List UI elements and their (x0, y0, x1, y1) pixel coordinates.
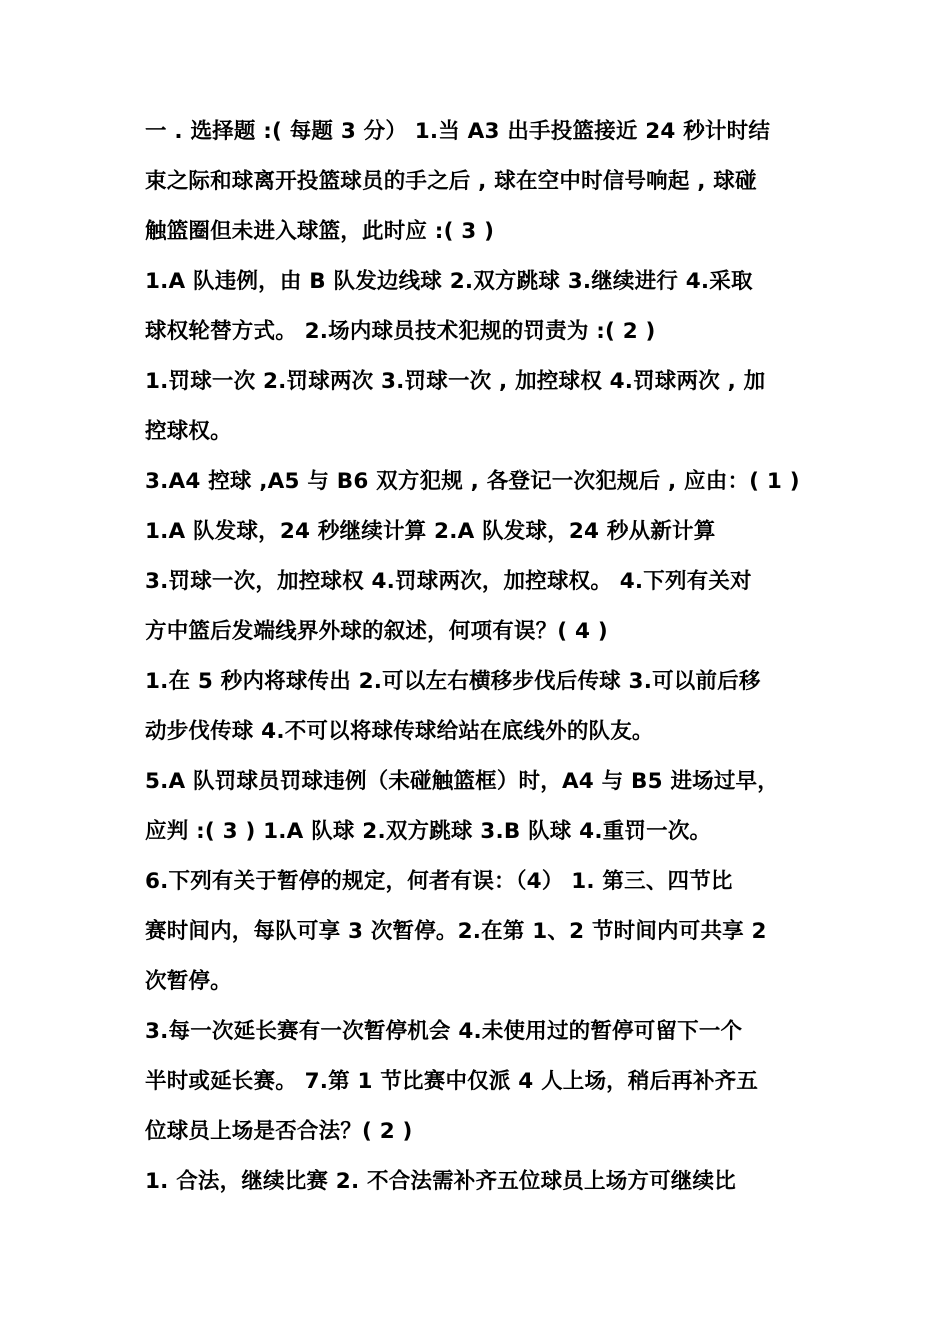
text-line: 控球权。 (145, 419, 232, 444)
text-line: 1. 合法，继续比赛 2. 不合法需补齐五位球员上场方可继续比 (145, 1169, 736, 1194)
document-body (145, 107, 815, 1207)
text-line: 一 . 选择题 :( 每题 3 分） 1.当 A3 出手投篮接近 24 秒计时结 (145, 119, 771, 144)
text-line: 赛时间内，每队可享 3 次暂停。2.在第 1、2 节时间内可共享 2 (145, 919, 767, 944)
text-line: 3.罚球一次，加控球权 4.罚球两次，加控球权。 4.下列有关对 (145, 569, 752, 594)
text-line: 1.罚球一次 2.罚球两次 3.罚球一次 , 加控球权 4.罚球两次 , 加 (145, 369, 766, 394)
text-line: 位球员上场是否合法？( 2 ) (145, 1119, 413, 1144)
text-line: 次暂停。 (145, 969, 232, 994)
text-line: 球权轮替方式。 2.场内球员技术犯规的罚责为 :( 2 ) (145, 319, 656, 344)
text-line: 1.在 5 秒内将球传出 2.可以左右横移步伐后传球 3.可以前后移 (145, 669, 761, 694)
text-line: 方中篮后发端线界外球的叙述，何项有误？( 4 ) (145, 619, 608, 644)
text-line: 5.A 队罚球员罚球违例（未碰触篮框）时，A4 与 B5 进场过早， (145, 769, 779, 794)
text-line: 1.A 队违例，由 B 队发边线球 2.双方跳球 3.继续进行 4.采取 (145, 269, 753, 294)
text-line: 应判 :( 3 ) 1.A 队球 2.双方跳球 3.B 队球 4.重罚一次。 (145, 819, 712, 844)
text-line: 3.每一次延长赛有一次暂停机会 4.未使用过的暂停可留下一个 (145, 1019, 743, 1044)
text-line: 1.A 队发球，24 秒继续计算 2.A 队发球，24 秒从新计算 (145, 519, 716, 544)
text-line: 束之际和球离开投篮球员的手之后 , 球在空中时信号响起 , 球碰 (145, 169, 757, 194)
text-line: 半时或延长赛。 7.第 1 节比赛中仅派 4 人上场，稍后再补齐五 (145, 1069, 759, 1094)
text-line: 3.A4 控球 ,A5 与 B6 双方犯规 , 各登记一次犯规后 , 应由：( 1 ) (145, 469, 800, 494)
text-line: 触篮圈但未进入球篮，此时应 :( 3 ) (145, 219, 495, 244)
text-line: 6.下列有关于暂停的规定，何者有误：（4） 1. 第三、四节比 (145, 869, 733, 894)
text-line: 动步伐传球 4.不可以将球传球给站在底线外的队友。 (145, 719, 654, 744)
